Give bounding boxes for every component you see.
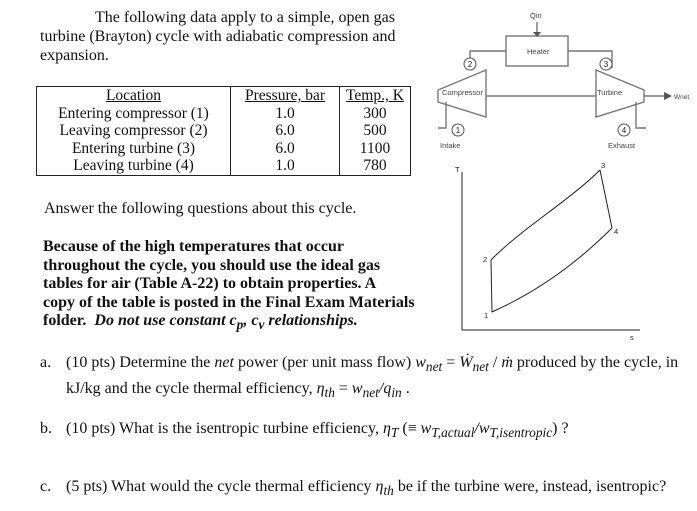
cell-location: Entering turbine (3)	[37, 140, 231, 158]
process-1-2	[491, 260, 492, 312]
intake-pipe	[438, 102, 446, 128]
intro-line-1: The following data apply to a simple, open gas	[95, 9, 395, 26]
table-header-row	[37, 87, 411, 105]
note-warning: Do not use constant c	[94, 312, 237, 329]
intro-line-3: expansion.	[40, 47, 109, 64]
table-row	[37, 105, 411, 123]
intro-line-2: turbine (Brayton) cycle with adiabatic compression and	[40, 28, 396, 45]
question-c-text: (5 pts) What would the cycle thermal efficiency	[66, 478, 372, 495]
question-b-label: b.	[40, 420, 52, 437]
question-b-end: ?	[561, 420, 569, 437]
note-line: copy of the table is posted in the Final Exam Materials	[43, 293, 415, 311]
question-a-text: (10 pts) Determine the	[66, 354, 211, 371]
t-axis-label: T	[455, 165, 460, 174]
note-folder: folder.	[43, 312, 87, 329]
state-4-label: 4	[621, 126, 627, 135]
question-b: b. (10 pts) What is the isentropic turbine efficiency, $\eta_T$ (≡ $w_{T,actual}/w_{T,isentropic}$) ?	[40, 420, 569, 441]
question-c-label: c.	[40, 478, 52, 495]
table-row	[37, 122, 411, 140]
question-a-text-3: produced by the cycle, in	[516, 354, 679, 371]
cell-pressure: 1.0	[231, 157, 340, 175]
ts-point-4: 4	[614, 227, 619, 236]
note-line	[43, 312, 433, 335]
process-3-4	[600, 170, 612, 228]
note-line: tables for air (Table A-22) to obtain properties. A	[43, 275, 377, 292]
s-axis-label: s	[630, 333, 634, 342]
question-a-label: a.	[40, 354, 52, 371]
exhaust-pipe	[636, 102, 646, 128]
question-a-line-1: a. (10 pts) Determine the net power (per unit mass flow) $w_{net}$ = Ẇ$_{net}$ / ṁ produced by the cycle, in	[40, 354, 679, 375]
ts-diagram	[450, 160, 650, 342]
cell-pressure: 1.0	[231, 105, 340, 123]
net-emphasis: net	[214, 354, 234, 371]
cell-location: Leaving compressor (2)	[37, 122, 231, 140]
note-line: Because of the high temperatures that occur	[43, 238, 344, 255]
process-2-3	[491, 170, 600, 260]
header-location: Location	[37, 87, 231, 105]
header-pressure: Pressure, bar	[231, 87, 340, 105]
heater-label: Heater	[527, 47, 550, 56]
wnet-arrow-head	[664, 92, 672, 100]
turbine-label: Turbine	[597, 88, 623, 97]
wnet-label: Ẇnet	[674, 94, 690, 101]
note-warning-2: , c	[243, 312, 259, 329]
cell-location: Entering compressor (1)	[37, 105, 231, 123]
question-a	[40, 352, 690, 404]
question-c: c. (5 pts) What would the cycle thermal efficiency $\eta_{th}$ be if the turbine were, instead, isentropic?	[40, 478, 667, 499]
note-sub-v: v	[258, 317, 265, 333]
note-sub-p: p	[236, 317, 244, 333]
header-temp: Temp., K	[340, 87, 411, 105]
cell-temp: 300	[340, 105, 411, 123]
question-b-text: (10 pts) What is the isentropic turbine efficiency,	[66, 420, 379, 437]
ts-point-1: 1	[484, 311, 489, 320]
compressor-label: Compressor	[442, 88, 483, 97]
state-1-label: 1	[455, 126, 461, 135]
question-a-text-2: power (per unit mass flow)	[237, 354, 412, 371]
state-table	[36, 86, 411, 176]
cell-temp: 500	[340, 122, 411, 140]
property-note	[43, 238, 433, 335]
cell-temp: 1100	[340, 140, 411, 158]
note-line: throughout the cycle, you should use the ideal gas	[43, 256, 381, 274]
ts-point-3: 3	[601, 161, 606, 170]
exhaust-label: Exhaust	[608, 141, 636, 150]
ts-point-2: 2	[483, 255, 488, 264]
note-warning-3: relationships.	[264, 312, 358, 329]
process-4-1	[492, 228, 612, 312]
table-row	[37, 140, 411, 158]
answer-instruction: Answer the following questions about this cycle.	[44, 200, 357, 217]
cell-pressure: 6.0	[231, 122, 340, 140]
brayton-schematic	[436, 0, 697, 160]
question-a-line-2: kJ/kg and the cycle thermal efficiency, $\eta_{th} = w_{net}/q_{in}$ .	[66, 380, 410, 401]
cell-temp: 780	[340, 157, 411, 175]
cell-pressure: 6.0	[231, 140, 340, 158]
question-c-text-2: be if the turbine were, instead, isentropic?	[397, 478, 667, 495]
intro-paragraph	[40, 8, 420, 65]
state-2-label: 2	[467, 60, 473, 69]
state-3-label: 3	[603, 60, 609, 69]
qin-label: Q̇in	[530, 11, 542, 20]
cell-location: Leaving turbine (4)	[37, 157, 231, 175]
table-row	[37, 157, 411, 175]
question-a-efficiency-text: kJ/kg and the cycle thermal efficiency,	[66, 380, 313, 398]
intake-label: Intake	[440, 141, 461, 150]
